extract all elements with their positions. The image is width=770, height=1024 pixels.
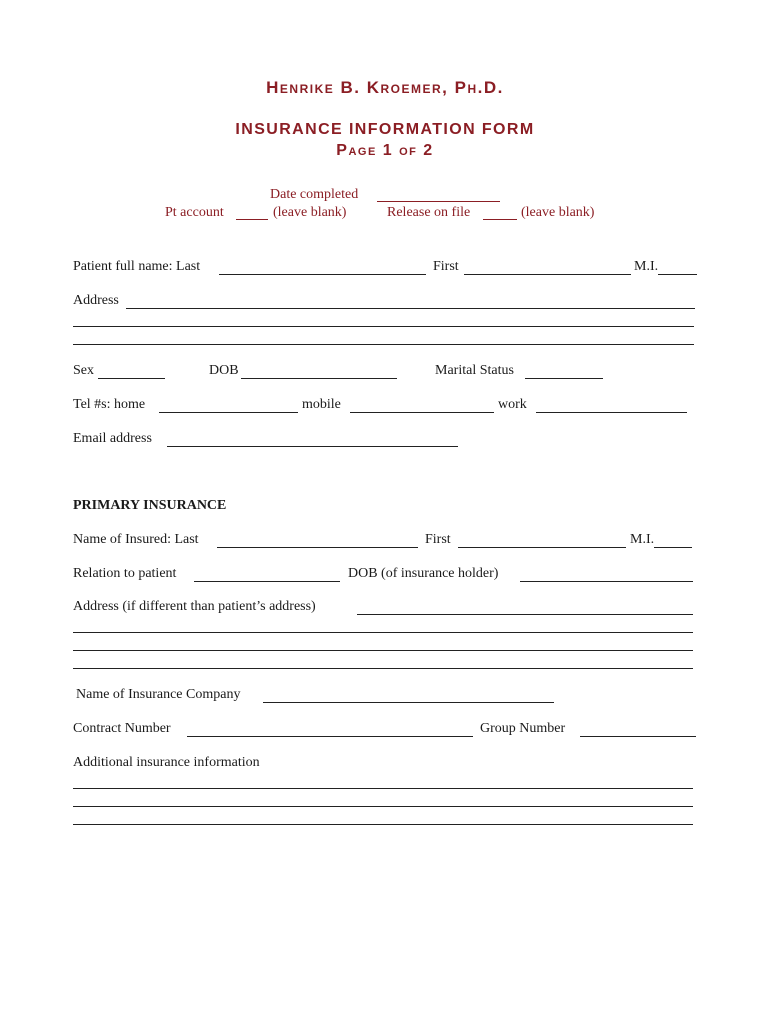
date-completed-field[interactable] [377,201,500,202]
insured-address-field-4[interactable] [73,668,693,669]
patient-mi-label: M.I. [634,259,659,274]
insured-address-label: Address (if different than patient’s address) [73,599,316,614]
group-number-field[interactable] [580,736,696,737]
release-on-file-field[interactable] [483,219,517,220]
patient-first-name-field[interactable] [464,274,631,275]
insurance-company-field[interactable] [263,702,554,703]
additional-info-field-3[interactable] [73,824,693,825]
additional-info-label: Additional insurance information [73,755,260,770]
patient-last-name-label: Patient full name: Last [73,259,201,274]
insured-mi-label: M.I. [630,532,655,547]
email-field[interactable] [167,446,458,447]
contract-number-label: Contract Number [73,721,171,736]
sex-label: Sex [73,363,94,378]
dob-label: DOB [209,363,239,378]
insured-address-field-1[interactable] [357,614,693,615]
tel-work-label: work [498,397,527,412]
insured-first-name-label: First [425,532,451,547]
tel-home-field[interactable] [159,412,298,413]
insured-last-name-label: Name of Insured: Last [73,532,199,547]
insured-first-name-field[interactable] [458,547,626,548]
additional-info-field-2[interactable] [73,806,693,807]
holder-dob-field[interactable] [520,581,693,582]
pt-account-label: Pt account [165,205,224,220]
patient-address-label: Address [73,293,119,308]
patient-mi-field[interactable] [658,274,697,275]
email-label: Email address [73,431,152,446]
marital-status-label: Marital Status [435,363,514,378]
relation-field[interactable] [194,581,340,582]
insured-mi-field[interactable] [654,547,692,548]
form-title: INSURANCE INFORMATION FORM [235,121,535,138]
holder-dob-label: DOB (of insurance holder) [348,566,499,581]
patient-address-field-1[interactable] [126,308,695,309]
primary-insurance-heading: PRIMARY INSURANCE [73,498,227,513]
page-label: Page 1 of 2 [336,142,434,159]
provider-name: Henrike B. Kroemer, Ph.D. [266,78,504,97]
tel-home-label: Tel #s: home [73,397,146,412]
tel-work-field[interactable] [536,412,687,413]
tel-mobile-label: mobile [302,397,341,412]
patient-first-name-label: First [433,259,459,274]
tel-mobile-field[interactable] [350,412,494,413]
relation-label: Relation to patient [73,566,177,581]
patient-last-name-field[interactable] [219,274,426,275]
insured-last-name-field[interactable] [217,547,418,548]
insured-address-field-3[interactable] [73,650,693,651]
patient-address-field-3[interactable] [73,344,694,345]
patient-address-field-2[interactable] [73,326,694,327]
release-on-file-label: Release on file [387,205,471,220]
dob-field[interactable] [241,378,397,379]
date-completed-label: Date completed [270,187,359,202]
insurance-company-label: Name of Insurance Company [76,687,241,702]
insured-address-field-2[interactable] [73,632,693,633]
group-number-label: Group Number [480,721,566,736]
sex-field[interactable] [98,378,165,379]
contract-number-field[interactable] [187,736,473,737]
marital-status-field[interactable] [525,378,603,379]
pt-account-field[interactable] [236,219,268,220]
release-on-file-note: (leave blank) [521,205,595,220]
pt-account-note: (leave blank) [273,205,347,220]
additional-info-field-1[interactable] [73,788,693,789]
